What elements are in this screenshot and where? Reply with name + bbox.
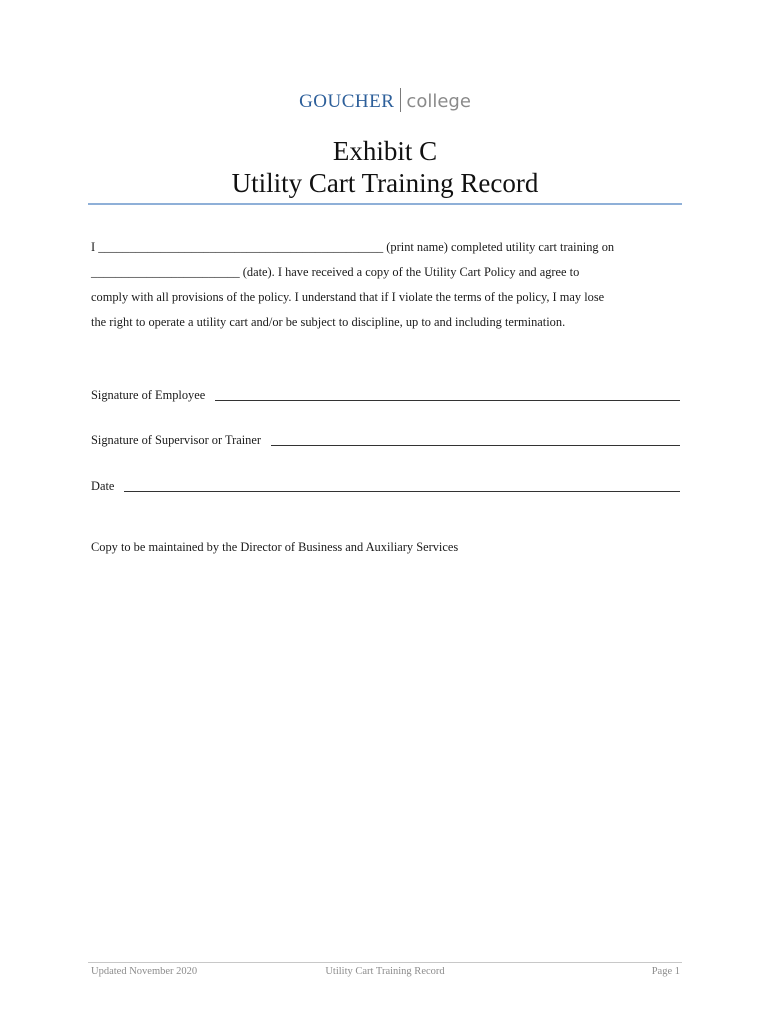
paragraph-line: ________________________ (date). I have received a copy of the Utility Cart Policy and agree to xyxy=(91,265,580,279)
employee-signature-field[interactable] xyxy=(91,388,680,403)
logo-brand: GOUCHER xyxy=(299,91,395,112)
date-label: Date xyxy=(91,479,115,493)
paragraph-line: comply with all provisions of the policy. I understand that if I violate the terms of the policy, I may lose xyxy=(91,290,605,304)
employee-signature-line[interactable] xyxy=(215,390,680,401)
footer-divider xyxy=(88,962,682,963)
footer-page-number: Page 1 xyxy=(651,966,680,977)
footer-updated-date: Updated November 2020 xyxy=(91,966,198,977)
date-line[interactable] xyxy=(124,481,680,492)
acknowledgement-paragraph xyxy=(91,235,681,335)
employee-signature-label: Signature of Employee xyxy=(91,388,206,402)
document-title-line-2: Utility Cart Training Record xyxy=(231,168,539,198)
logo-divider xyxy=(400,88,401,112)
logo-college: college xyxy=(406,91,471,112)
goucher-college-logo xyxy=(0,88,770,113)
date-field[interactable] xyxy=(91,479,680,494)
supervisor-signature-label: Signature of Supervisor or Trainer xyxy=(91,433,262,447)
copy-note: Copy to be maintained by the Director of Business and Auxiliary Services xyxy=(91,540,459,554)
supervisor-signature-field[interactable] xyxy=(91,433,680,448)
footer-document-name: Utility Cart Training Record xyxy=(325,966,445,977)
supervisor-signature-line[interactable] xyxy=(271,435,680,446)
document-title-line-1: Exhibit C xyxy=(332,136,438,166)
title-divider xyxy=(88,203,682,205)
paragraph-line: the right to operate a utility cart and/or be subject to discipline, up to and including termination. xyxy=(91,315,566,329)
paragraph-line: I ______________________________________________ (print name) completed utility cart training on xyxy=(91,240,615,254)
